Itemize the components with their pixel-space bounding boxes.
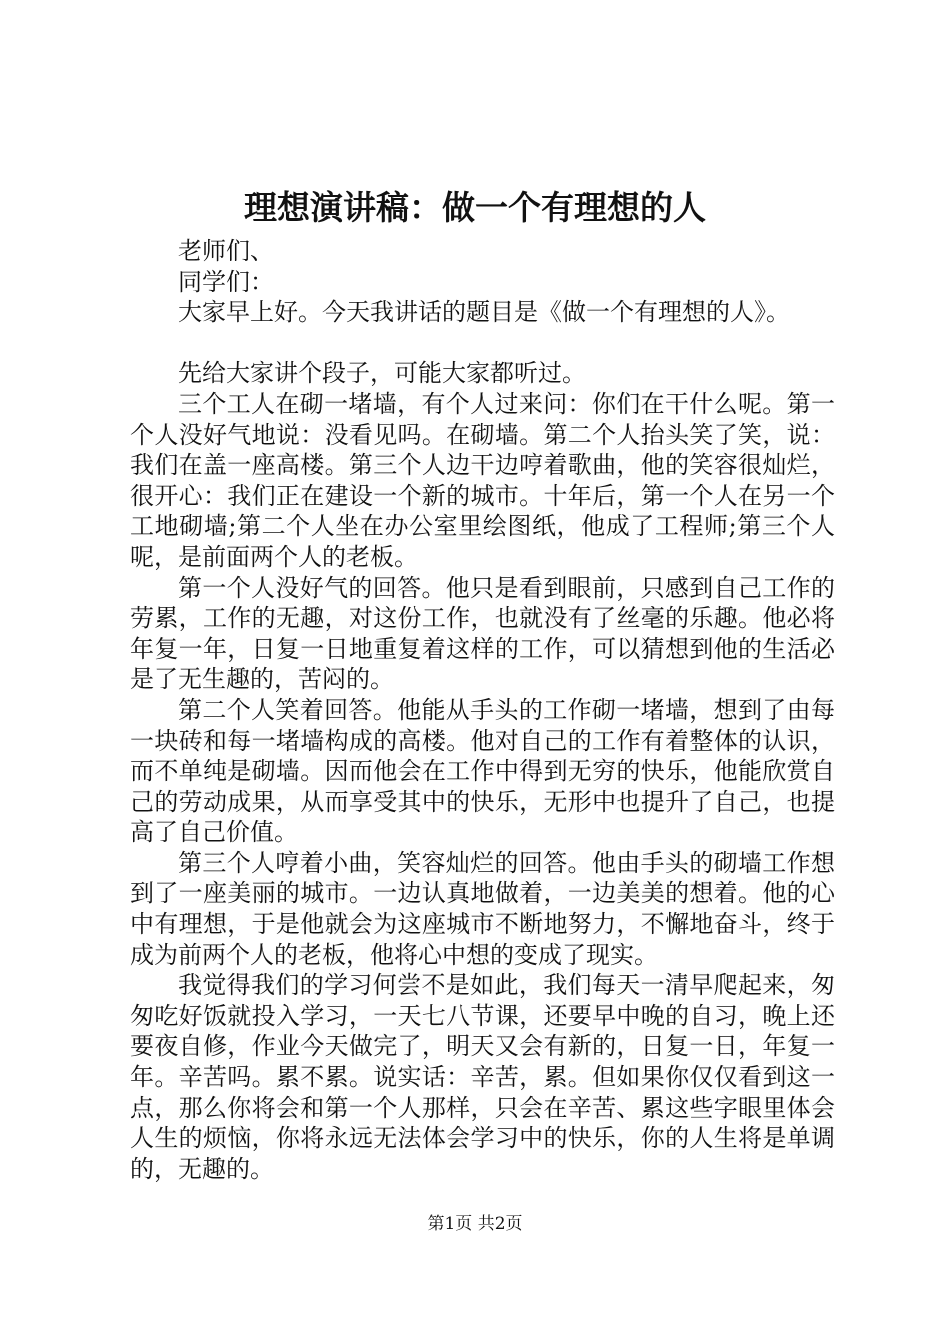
salutation-teachers: 老师们、 xyxy=(178,237,274,265)
second-worker-paragraph: 第二个人笑着回答。他能从手头的工作砌一堵墙，想到了由每一块砖和每一堵墙构成的高楼。他对自己的工作有着整体的认识，而不单纯是砌墙。因而他会在工作中得到无穷的快乐，他能欣赏自己的劳动成果，从而享受其中的快乐，无形中也提升了自己，也提高了自己价值。 xyxy=(130,695,835,847)
third-worker-paragraph: 第三个人哼着小曲，笑容灿烂的回答。他由手头的砌墙工作想到了一座美丽的城市。一边认真地做着，一边美美的想着。他的心中有理想，于是他就会为这座城市不断地努力，不懈地奋斗，终于成为前两个人的老板，他将心中想的变成了现实。 xyxy=(130,848,835,969)
study-reflection-paragraph: 我觉得我们的学习何尝不是如此，我们每天一清早爬起来，匆匆吃好饭就投入学习，一天七八节课，还要早中晚的自习，晚上还要夜自修，作业今天做完了，明天又会有新的，日复一日，年复一年。辛苦吗。累不累。说实话：辛苦，累。但如果你仅仅看到这一点，那么你将会和第一个人那样，只会在辛苦、累这些字眼里体会人生的烦恼，你将永远无法体会学习中的快乐，你的人生将是单调的，无趣的。 xyxy=(130,971,835,1183)
document-title: 理想演讲稿：做一个有理想的人 xyxy=(244,188,706,227)
greeting-paragraph: 大家早上好。今天我讲话的题目是《做一个有理想的人》。 xyxy=(178,298,790,327)
page-number-footer: 第1页 共2页 xyxy=(427,1214,523,1234)
salutation-students: 同学们： xyxy=(178,267,274,296)
first-worker-paragraph: 第一个人没好气的回答。他只是看到眼前，只感到自己工作的劳累，工作的无趣，对这份工作，也就没有了丝毫的乐趣。他必将年复一年，日复一日地重复着这样的工作，可以猜想到他的生活必是了无生趣的，苦闷的。 xyxy=(130,573,835,694)
story-paragraph: 三个工人在砌一堵墙，有个人过来问：你们在干什么呢。第一个人没好气地说：没看见吗。在砌墙。第二个人抬头笑了笑，说：我们在盖一座高楼。第三个人边干边哼着歌曲，他的笑容很灿烂，很开心：我们正在建设一个新的城市。十年后，第一个人在另一个工地砌墙;第二个人坐在办公室里绘图纸，他成了工程师;第三个人呢，是前面两个人的老板。 xyxy=(130,389,835,571)
document-body xyxy=(130,236,835,1184)
intro-paragraph: 先给大家讲个段子，可能大家都听过。 xyxy=(178,359,586,388)
